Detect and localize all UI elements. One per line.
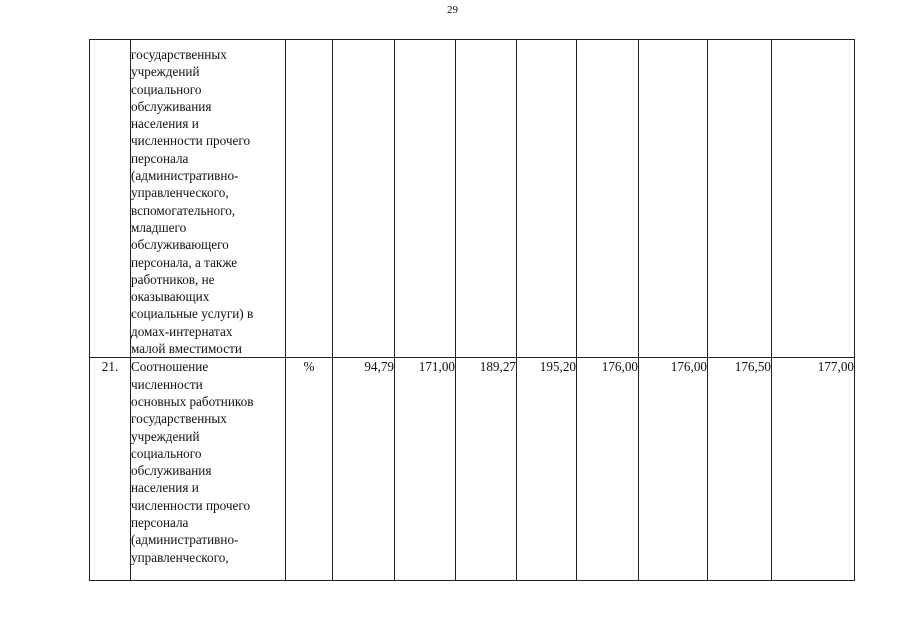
indicator-name-line: основных работников bbox=[131, 393, 254, 409]
indicator-name-line: вспомогательного, bbox=[131, 202, 236, 218]
indicator-name-line: обслуживания bbox=[131, 463, 212, 479]
indicator-name-line: учреждений bbox=[131, 428, 200, 444]
indicator-name-line: работников, не bbox=[131, 271, 215, 287]
indicator-name-line: населения и bbox=[131, 480, 199, 496]
indicator-name-line: учреждений bbox=[131, 64, 200, 80]
indicator-name-line: управленческого, bbox=[131, 549, 229, 565]
value-cell: 171,00 bbox=[395, 358, 456, 581]
indicator-name-line: численности bbox=[131, 376, 203, 392]
indicator-name-line: персонала bbox=[131, 515, 189, 531]
indicator-name-line: обслуживания bbox=[131, 98, 212, 114]
indicator-name-line: численности прочего bbox=[131, 497, 251, 513]
indicator-name-line: младшего bbox=[131, 219, 187, 235]
value-cell bbox=[517, 40, 577, 358]
value-cell: 94,79 bbox=[333, 358, 395, 581]
value-cell: 189,27 bbox=[456, 358, 517, 581]
indicator-name-line: населения и bbox=[131, 116, 199, 132]
indicator-name-line: персонала bbox=[131, 150, 189, 166]
value-cell: 195,20 bbox=[517, 358, 577, 581]
indicator-name-line: оказывающих bbox=[131, 289, 210, 305]
value-cell: 176,00 bbox=[639, 358, 708, 581]
indicator-name-line: малой вместимости bbox=[131, 341, 242, 357]
table-row bbox=[90, 358, 855, 581]
indicator-name-line: социального bbox=[131, 445, 202, 461]
indicator-name-cell bbox=[131, 40, 286, 358]
value-cell: 177,00 bbox=[772, 358, 855, 581]
indicator-name-line: персонала, а также bbox=[131, 254, 238, 270]
indicator-name-line: домах-интернатах bbox=[131, 323, 233, 339]
row-number-cell: 21. bbox=[90, 358, 131, 581]
indicators-table bbox=[89, 39, 855, 581]
indicator-name-line: численности прочего bbox=[131, 133, 251, 149]
value-cell: 176,50 bbox=[708, 358, 772, 581]
indicator-name-line: государственных bbox=[131, 47, 227, 62]
value-cell bbox=[577, 40, 639, 358]
indicator-name-line: управленческого, bbox=[131, 185, 229, 201]
unit-cell bbox=[286, 40, 333, 358]
indicator-name-line: (административно- bbox=[131, 168, 239, 184]
indicator-name-cell bbox=[131, 358, 286, 581]
value-cell bbox=[395, 40, 456, 358]
value-cell bbox=[639, 40, 708, 358]
value-cell bbox=[456, 40, 517, 358]
value-cell: 176,00 bbox=[577, 358, 639, 581]
row-number-cell bbox=[90, 40, 131, 358]
table-row bbox=[90, 40, 855, 358]
indicator-name-line: социальные услуги) в bbox=[131, 306, 254, 322]
value-cell bbox=[772, 40, 855, 358]
value-cell bbox=[708, 40, 772, 358]
unit-cell: % bbox=[286, 358, 333, 581]
indicator-name-line: Соотношение bbox=[131, 359, 209, 375]
indicator-name-line: обслуживающего bbox=[131, 237, 229, 253]
indicator-name-line: государственных bbox=[131, 411, 227, 427]
value-cell bbox=[333, 40, 395, 358]
indicator-name-line: социального bbox=[131, 81, 202, 97]
page-number: 29 bbox=[447, 4, 458, 16]
indicator-name-line: (административно- bbox=[131, 532, 239, 548]
